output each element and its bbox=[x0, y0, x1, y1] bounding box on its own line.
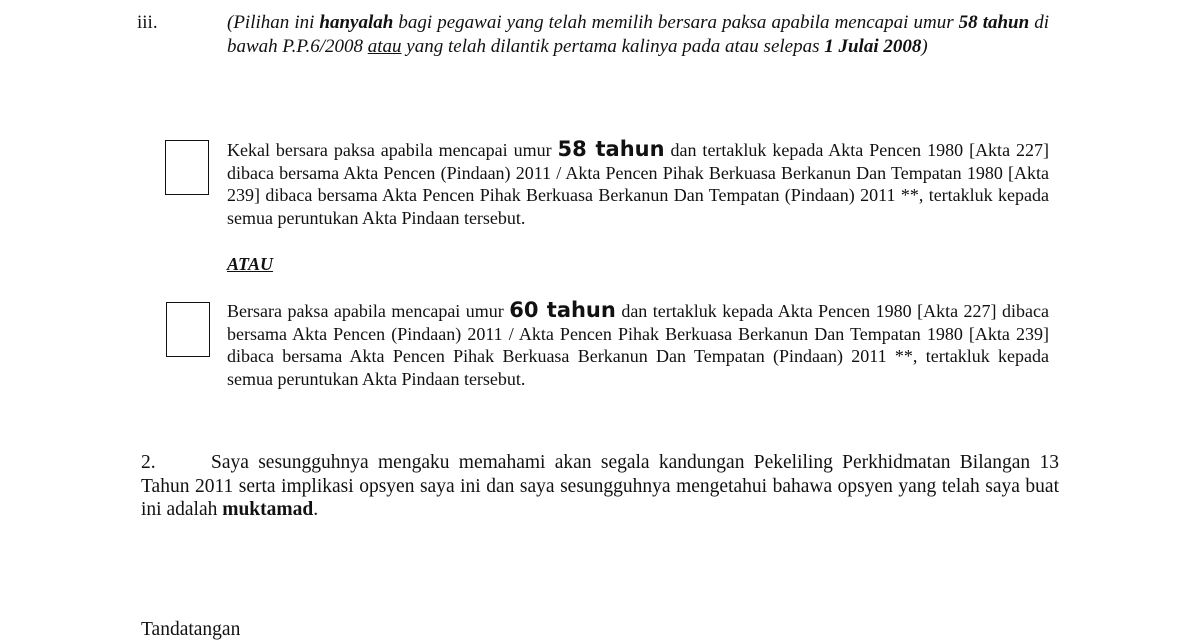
option-58-text-before: Kekal bersara paksa apabila mencapai umur bbox=[227, 140, 558, 160]
intro-text-5: ) bbox=[921, 36, 928, 57]
intro-text-4: yang telah dilantik pertama kalinya pada atau selepas bbox=[401, 36, 825, 57]
option-60-text-before: Bersara paksa apabila mencapai umur bbox=[227, 301, 510, 321]
option-60-text-after: dan tertakluk kepada Akta Pencen 1980 [Akta 227] dibaca bersama Akta Pencen (Pindaan) 2011 / Akta Pencen Pihak Berkuasa Berkanun Dan Tempatan 1980 [Akta 239] dibaca bersama Akta Pencen Pihak Berkuasa Berkanun Dan Tempatan (Pindaan) 2011 **, tertakluk kepada semua peruntukan Akta Pindaan tersebut. bbox=[227, 301, 1049, 389]
declaration-end: . bbox=[313, 499, 319, 520]
intro-text-2: bagi pegawai yang telah memilih bersara paksa apabila mencapai umur bbox=[393, 12, 959, 33]
intro-emphasis-58-tahun: 58 tahun bbox=[958, 12, 1030, 33]
option-60-checkbox[interactable] bbox=[166, 302, 210, 357]
intro-text-3: di bawah P.P.6/2008 bbox=[227, 12, 1049, 57]
declaration-paragraph bbox=[141, 451, 1059, 522]
intro-text-1: (Pilihan ini bbox=[227, 12, 320, 33]
declaration-emphasis-muktamad: muktamad bbox=[222, 499, 314, 520]
option-58-text bbox=[227, 138, 1049, 229]
atau-separator: ATAU bbox=[227, 254, 274, 274]
option-60-text bbox=[227, 299, 1049, 390]
declaration-text: Saya sesungguhnya mengaku memahami akan segala kandungan Pekeliling Perkhidmatan Bilangan 13 Tahun 2011 serta implikasi opsyen saya ini dan saya sesungguhnya mengetahui bahawa opsyen yang telah saya buat ini adalah bbox=[141, 452, 1059, 520]
option-60-emphasis: 60 tahun bbox=[509, 298, 616, 322]
option-58-text-after: dan tertakluk kepada Akta Pencen 1980 [Akta 227] dibaca bersama Akta Pencen (Pindaan) 2011 / Akta Pencen Pihak Berkuasa Berkanun Dan Tempatan 1980 [Akta 239] dibaca bersama Akta Pencen Pihak Berkuasa Berkanun Dan Tempatan (Pindaan) 2011 **, tertakluk kepada semua peruntukan Akta Pindaan tersebut. bbox=[227, 140, 1049, 228]
signature-label: Tandatangan bbox=[141, 619, 241, 640]
option-58-emphasis: 58 tahun bbox=[557, 137, 665, 161]
option-58-checkbox[interactable] bbox=[165, 140, 209, 195]
paragraph-number: 2. bbox=[141, 452, 156, 473]
intro-emphasis-date: 1 Julai 2008 bbox=[824, 36, 922, 57]
intro-underline-atau: atau bbox=[367, 36, 402, 57]
section-iii-marker: iii. bbox=[137, 12, 158, 33]
section-iii-intro bbox=[227, 11, 1049, 59]
intro-emphasis-hanyalah: hanyalah bbox=[319, 12, 394, 33]
